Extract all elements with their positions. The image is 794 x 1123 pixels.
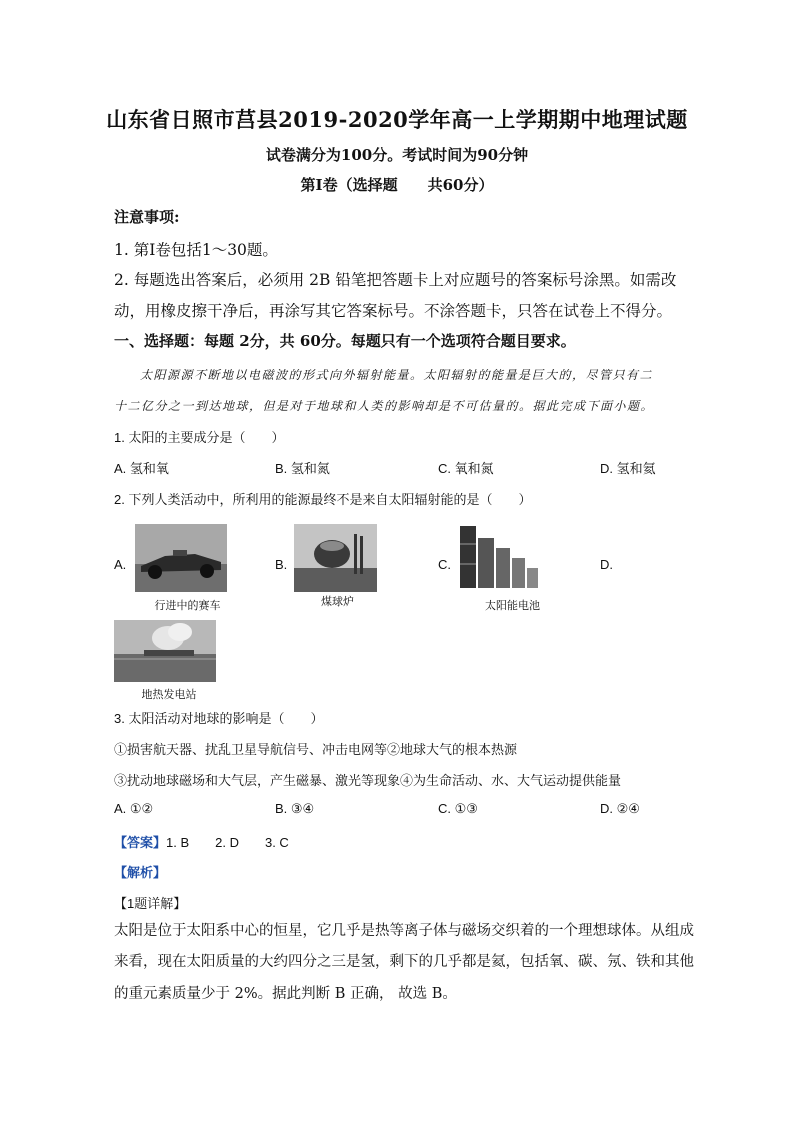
caption-geothermal: 地热发电站 (141, 689, 197, 701)
question-3-stem: 3. 太阳活动对地球的影响是（ ） (114, 711, 324, 726)
solar-cell-photo (458, 524, 541, 592)
race-car-photo (135, 524, 227, 592)
passage-line-1: 太阳源源不断地以电磁波的形式向外辐射能量。太阳辐射的能量是巨大的，尽管只有二 (140, 368, 654, 382)
page-title: 山东省日照市莒县2019-2020学年高一上学期期中地理试题 (106, 107, 688, 132)
notes-heading: 注意事项: (114, 208, 180, 226)
q3-statement-line-2: ③扰动地球磁场和大气层，产生磁暴、激光等现象④为生命活动、水、大气运动提供能量 (114, 773, 622, 788)
analysis-line-2: 来看，现在太阳质量的大约四分之三是氢，剩下的几乎都是氦，包括氧、碳、氖、铁和其他 (114, 954, 694, 970)
caption-solar-cell: 太阳能电池 (485, 600, 540, 612)
exam-info: 试卷满分为100分。考试时间为90分钟 (265, 146, 529, 164)
analysis-tag: 【解析】 (114, 865, 167, 880)
solar-panel-icon (458, 524, 541, 592)
analysis-line-1: 太阳是位于太阳系中心的恒星，它几乎是热等离子体与磁场交织着的一个理想球体。从组成 (114, 923, 694, 939)
q2-label-c: C. (438, 557, 451, 572)
note-item-1: 1. 第I卷包括1～30题。 (114, 241, 278, 259)
q3-option-c: C. ①③ (438, 801, 478, 816)
q2-label-a: A. (114, 557, 127, 572)
answer-tag: 【答案】 (114, 835, 167, 850)
answer-line (114, 832, 289, 851)
geothermal-icon (114, 620, 216, 682)
q3-option-d: D. ②④ (600, 801, 640, 816)
q3-option-a: A. ①② (114, 801, 154, 816)
detail-heading: 【1题详解】 (114, 896, 187, 911)
q3-statement-line-1: ①损害航天器、扰乱卫星导航信号、冲击电网等②地球大气的根本热源 (114, 742, 518, 757)
question-2-stem: 2. 下列人类活动中，所利用的能源最终不是来自太阳辐射能的是（ ） (114, 492, 532, 507)
caption-race-car: 行进中的赛车 (154, 600, 221, 612)
race-car-icon (135, 524, 227, 592)
note-item-2-line-1: 2. 每题选出答案后，必须用 2B 铅笔把答题卡上对应题号的答案标号涂黑。如需改 (114, 271, 677, 289)
geothermal-plant-photo (114, 620, 216, 682)
q1-option-c: C. 氧和氮 (438, 461, 494, 476)
q1-option-d: D. 氢和氦 (600, 461, 656, 476)
q3-option-b: B. ③④ (275, 801, 315, 816)
coal-stove-photo (294, 524, 377, 592)
question-1-stem: 1. 太阳的主要成分是（ ） (114, 430, 285, 445)
analysis-line (114, 862, 166, 881)
analysis-line-3: 的重元素质量少于 2%。据此判断 B 正确， 故选 B。 (114, 986, 457, 1002)
q2-label-d: D. (600, 557, 613, 572)
part-heading: 一、选择题：每题 2分，共 60分。每题只有一个选项符合题目要求。 (114, 332, 576, 350)
section-heading: 第I卷（选择题 共60分） (300, 176, 494, 194)
q1-option-a: A. 氢和氧 (114, 461, 169, 476)
stove-icon (294, 524, 377, 592)
passage-line-2: 十二亿分之一到达地球，但是对于地球和人类的影响却是不可估量的。据此完成下面小题。 (114, 399, 655, 413)
answer-text: 1. B 2. D 3. C (166, 835, 289, 850)
note-item-2-line-2: 动，用橡皮擦干净后，再涂写其它答案标号。不涂答题卡，只答在试卷上不得分。 (114, 302, 673, 320)
caption-coal-stove: 煤球炉 (321, 596, 354, 608)
q1-option-b: B. 氢和氮 (275, 461, 330, 476)
q2-label-b: B. (275, 557, 288, 572)
